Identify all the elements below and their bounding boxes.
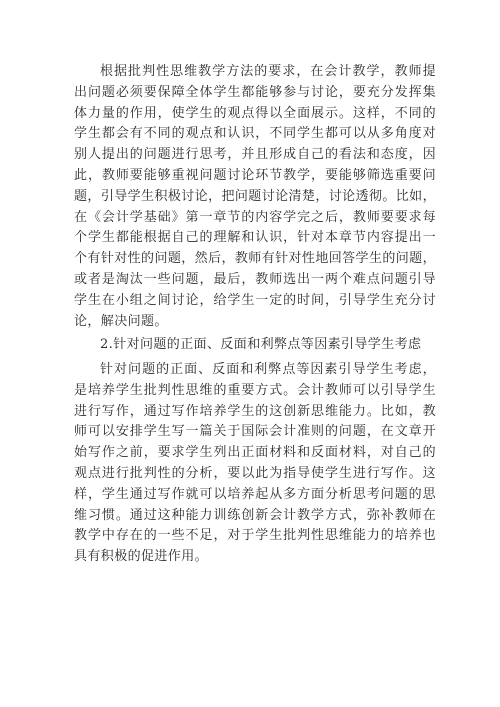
paragraph-line: 进行写作，通过写作培养学生的这创新思维能力。比如，教 xyxy=(74,403,436,419)
paragraph-line: 根据批判性思维教学方法的要求，在会计教学，教师提 xyxy=(100,64,436,79)
paragraph-line: 出问题必须要保障全体学生都能够参与讨论，要充分发挥集 xyxy=(74,84,436,100)
paragraph-line: 针对问题的正面、反面和利弊点等因素引导学生考虑， xyxy=(100,362,436,377)
paragraph-line: 或者是淘汰一些问题，最后，教师选出一两个难点问题引导 xyxy=(74,271,436,287)
paragraph-line: 样，学生通过写作就可以培养起从多方面分析思考问题的思 xyxy=(74,486,436,502)
paragraph-line: 观点进行批判性的分析，要以此为指导使学生进行写作。这 xyxy=(74,465,436,481)
paragraph-2 xyxy=(74,360,436,568)
paragraph-line: 个有针对性的问题，然后，教师有针对性地回答学生的问题， xyxy=(74,251,436,267)
paragraph-line: 别人提出的问题进行思考，并且形成自己的看法和态度，因 xyxy=(74,147,436,163)
paragraph-1 xyxy=(74,62,436,332)
section-heading-text: 2.针对问题的正面、反面和利弊点等因素引导学生考虑 xyxy=(100,337,422,352)
paragraph-line: 始写作之前，要求学生列出正面材料和反面材料，对自己的 xyxy=(74,445,436,461)
paragraph-line: 学生在小组之间讨论，给学生一定的时间，引导学生充分讨 xyxy=(74,292,436,308)
paragraph-line: 具有积极的促进作用。 xyxy=(74,549,209,565)
paragraph-line: 教学中存在的一些不足，对于学生批判性思维能力的培养也 xyxy=(74,528,436,544)
paragraph-line: 体力量的作用，使学生的观点得以全面展示。这样，不同的 xyxy=(74,105,436,121)
paragraph-line: 题，引导学生积极讨论，把问题讨论清楚，讨论透彻。比如， xyxy=(74,188,436,204)
section-heading-2 xyxy=(74,335,436,356)
paragraph-line: 是培养学生批判性思维的重要方式。会计教师可以引导学生 xyxy=(74,382,436,398)
paragraph-line: 师可以安排学生写一篇关于国际会计准则的问题，在文章开 xyxy=(74,424,436,440)
paragraph-line: 论，解决问题。 xyxy=(74,313,168,329)
paragraph-line: 维习惯。通过这种能力训练创新会计教学方式，弥补教师在 xyxy=(74,507,436,523)
paragraph-line: 此，教师要能够重视问题讨论环节教学，要能够筛选重要问 xyxy=(74,167,436,183)
paragraph-line: 学生都会有不同的观点和认识，不同学生都可以从多角度对 xyxy=(74,126,436,142)
paragraph-line: 在《会计学基础》第一章节的内容学完之后，教师要要求每 xyxy=(74,209,436,225)
paragraph-line: 个学生都能根据自己的理解和认识，针对本章节内容提出一 xyxy=(74,230,436,246)
